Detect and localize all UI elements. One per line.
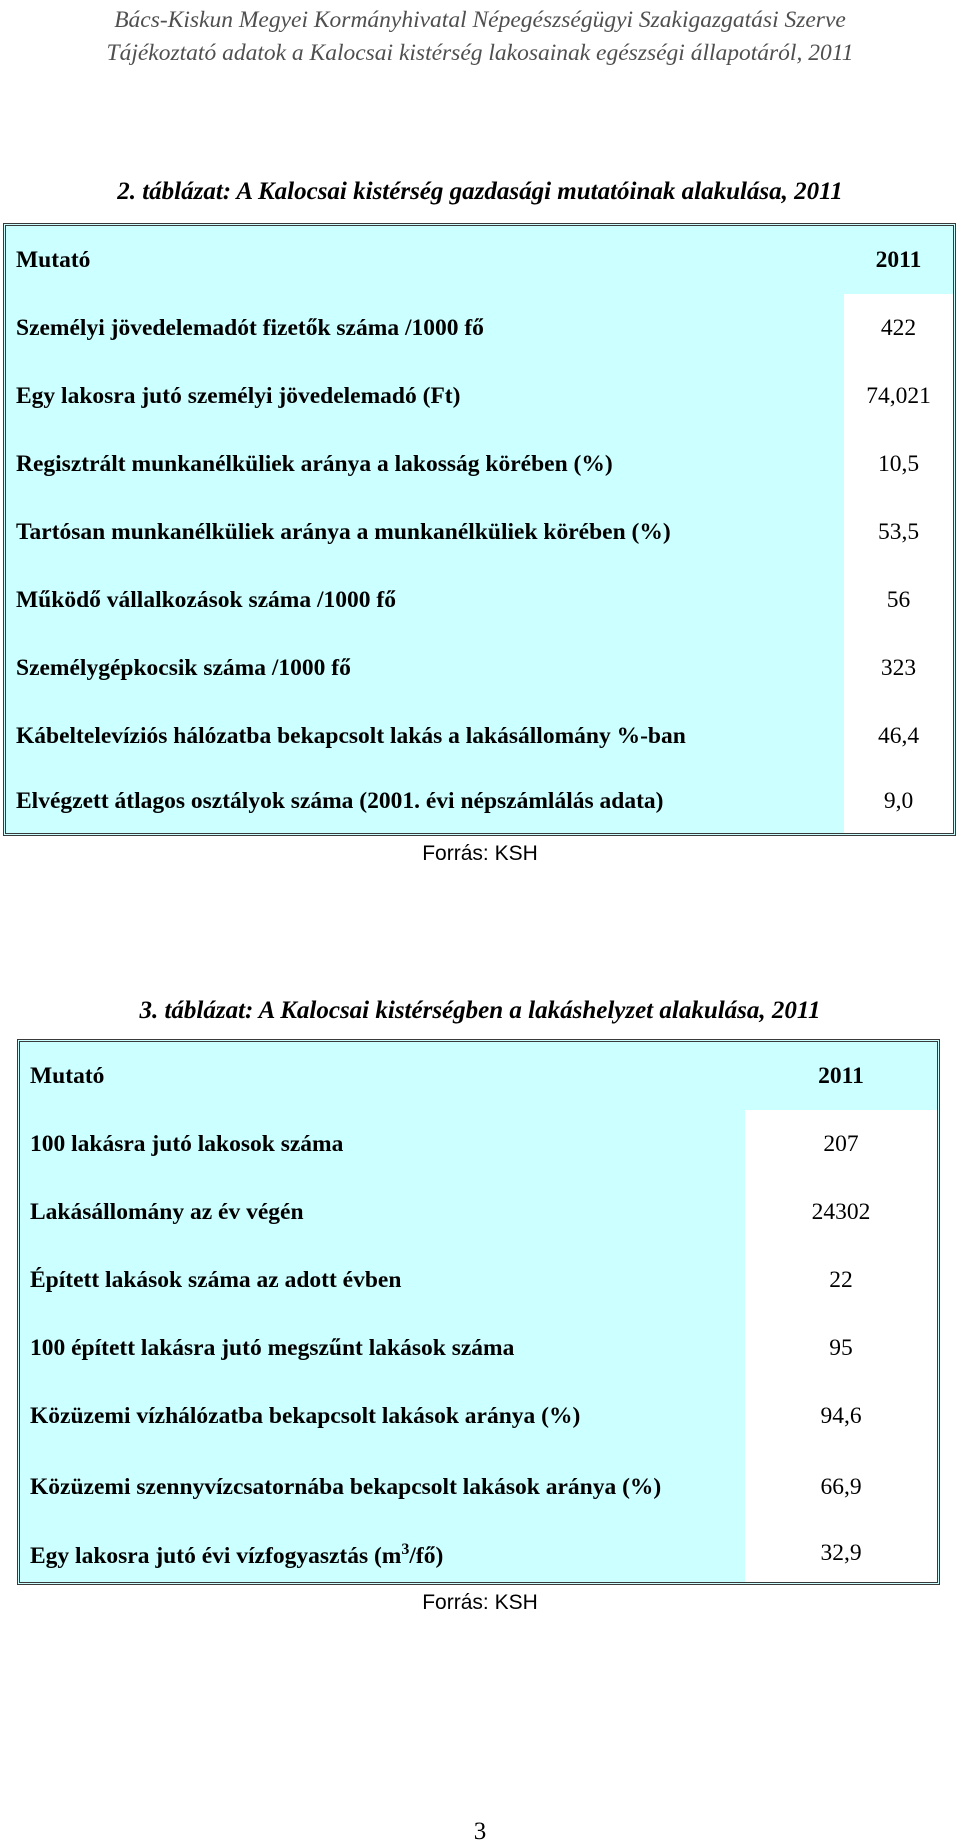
row-value: 207 xyxy=(823,1130,859,1157)
page-number: 3 xyxy=(473,1818,487,1845)
row-label: 100 épített lakásra jutó megszűnt lakások száma xyxy=(30,1334,515,1361)
row-value: 22 xyxy=(829,1266,853,1293)
table-row xyxy=(6,566,953,634)
row-value: 32,9 xyxy=(820,1539,862,1566)
table-row xyxy=(20,1110,937,1178)
table-row xyxy=(6,634,953,702)
table-row xyxy=(6,770,953,833)
header-line-1: Bács-Kiskun Megyei Kormányhivatal Népegészségügyi Szakigazgatási Szerve xyxy=(114,7,846,33)
row-label: Közüzemi szennyvízcsatornába bekapcsolt lakások aránya (%) xyxy=(30,1473,662,1500)
row-label xyxy=(20,1535,745,1571)
table-row xyxy=(6,702,953,770)
row-value: 95 xyxy=(829,1334,853,1361)
row-value: 74,021 xyxy=(866,382,931,409)
table-row xyxy=(6,498,953,566)
table3-col-year: 2011 xyxy=(818,1062,864,1089)
table-row xyxy=(6,362,953,430)
table-row xyxy=(6,294,953,362)
table3-caption: 3. táblázat: A Kalocsai kistérségben a lakáshelyzet alakulása, 2011 xyxy=(139,997,821,1024)
table2-source: Forrás: KSH xyxy=(422,842,538,865)
row-label: Elvégzett átlagos osztályok száma (2001. évi népszámlálás adata) xyxy=(16,788,664,814)
table2 xyxy=(3,223,956,836)
table2-caption: 2. táblázat: A Kalocsai kistérség gazdasági mutatóinak alakulása, 2011 xyxy=(117,178,843,205)
row-value: 10,5 xyxy=(877,450,920,477)
row-value: 66,9 xyxy=(820,1473,862,1500)
table-row xyxy=(20,1178,937,1246)
row-label: 100 lakásra jutó lakosok száma xyxy=(30,1130,344,1157)
row-value: 46,4 xyxy=(877,722,920,749)
row-value: 9,0 xyxy=(883,788,914,814)
table-row xyxy=(20,1246,937,1314)
row-label: Személygépkocsik száma /1000 fő xyxy=(16,654,351,681)
row-label: Közüzemi vízhálózatba bekapcsolt lakások aránya (%) xyxy=(30,1402,581,1429)
row-value: 24302 xyxy=(811,1198,871,1225)
row-value: 56 xyxy=(886,586,911,613)
table3-col-label: Mutató xyxy=(30,1062,105,1089)
row-label: Működő vállalkozások száma /1000 fő xyxy=(16,586,396,613)
row-label: Egy lakosra jutó személyi jövedelemadó (Ft) xyxy=(16,382,461,409)
row-label: Kábeltelevíziós hálózatba bekapcsolt lakás a lakásállomány %-ban xyxy=(16,722,686,749)
row-label-part-2: /fő) xyxy=(409,1542,444,1569)
header-line-2: Tájékoztató adatok a Kalocsai kistérség lakosainak egészségi állapotáról, 2011 xyxy=(106,40,854,66)
row-value: 323 xyxy=(880,654,917,681)
table2-header-row xyxy=(6,226,953,294)
row-label: Épített lakások száma az adott évben xyxy=(30,1266,402,1293)
row-label-part-1: Egy lakosra jutó évi vízfogyasztás (m xyxy=(30,1542,402,1569)
table-row xyxy=(20,1450,937,1524)
row-label: Regisztrált munkanélküliek aránya a lakosság körében (%) xyxy=(16,450,613,477)
table-row xyxy=(20,1524,937,1582)
table2-col-year: 2011 xyxy=(875,246,922,273)
row-value: 53,5 xyxy=(877,518,920,545)
row-label: Lakásállomány az év végén xyxy=(30,1198,304,1225)
table3 xyxy=(17,1039,940,1585)
table-row xyxy=(6,430,953,498)
row-value: 422 xyxy=(880,314,917,341)
table3-header-row xyxy=(20,1042,937,1110)
superscript-3: 3 xyxy=(401,1541,410,1559)
table-row xyxy=(20,1382,937,1450)
row-label: Személyi jövedelemadót fizetők száma /1000 fő xyxy=(16,314,484,341)
row-label: Tartósan munkanélküliek aránya a munkanélküliek körében (%) xyxy=(16,518,671,545)
table2-col-label: Mutató xyxy=(16,246,91,273)
table3-source: Forrás: KSH xyxy=(422,1591,538,1614)
document-header xyxy=(0,4,960,70)
table-row xyxy=(20,1314,937,1382)
row-value: 94,6 xyxy=(820,1402,862,1429)
